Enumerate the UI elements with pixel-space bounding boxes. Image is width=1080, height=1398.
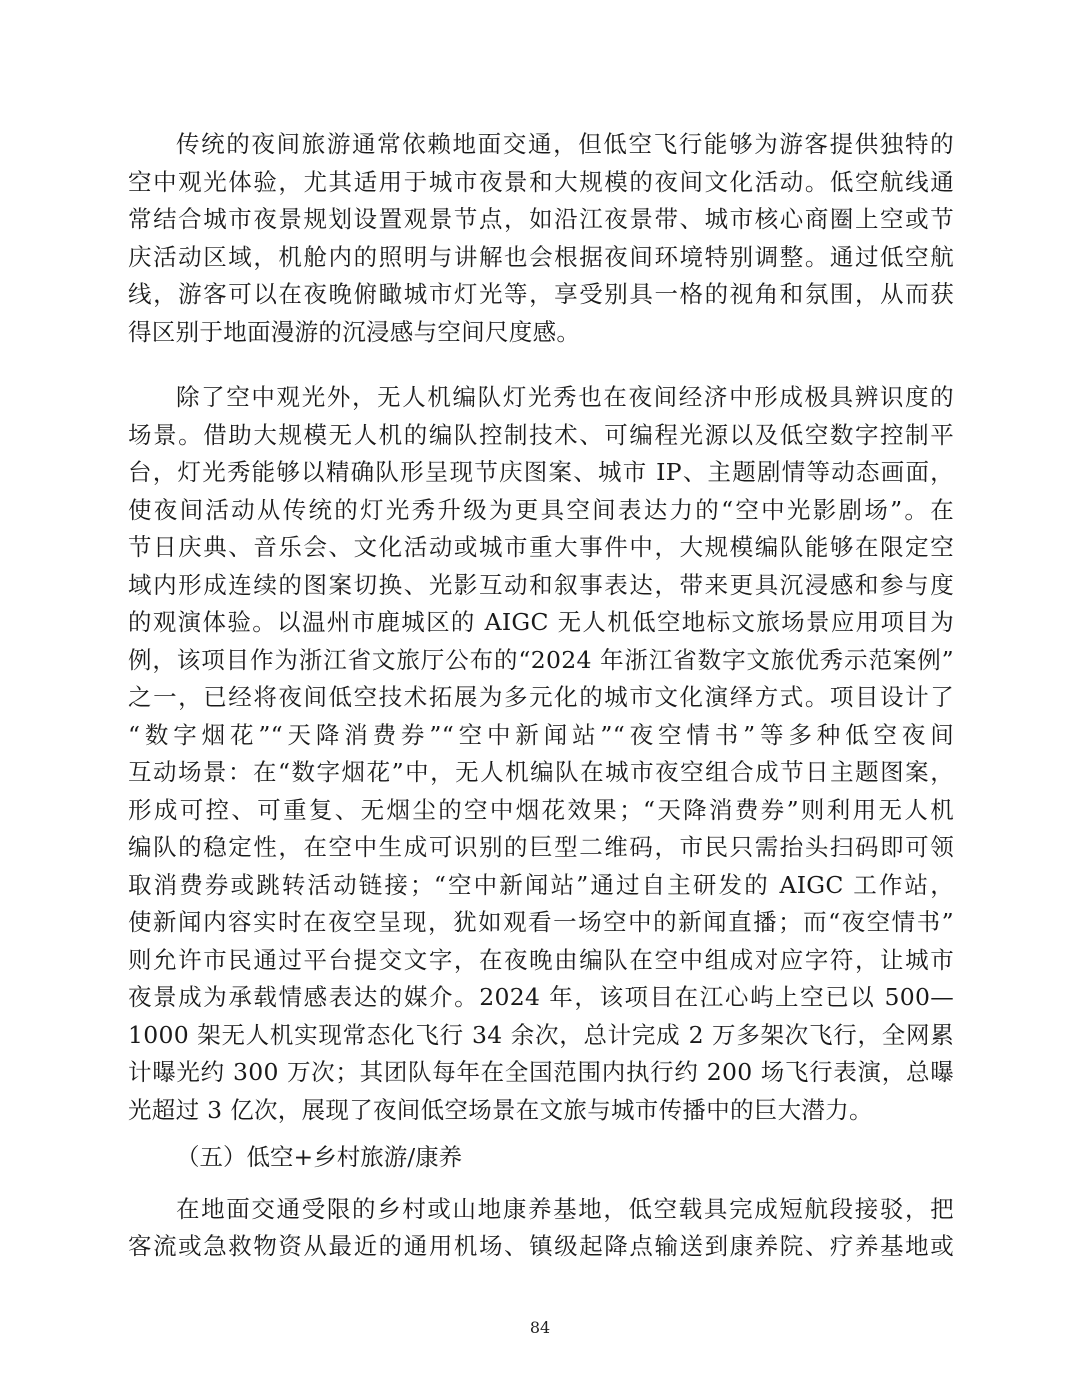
paragraph-line: 场景。借助大规模无人机的编队控制技术、可编程光源以及低空数字控制平	[128, 420, 954, 449]
paragraph-line: 之一，已经将夜间低空技术拓展为多元化的城市文化演绎方式。项目设计了	[128, 683, 954, 711]
paragraph-line: 1000 架无人机实现常态化飞行 34 余次，总计完成 2 万多架次飞行，全网累	[128, 1020, 954, 1049]
paragraph-line: 台，灯光秀能够以精确队形呈现节庆图案、城市 IP、主题剧情等动态画面，	[128, 458, 954, 486]
paragraph-drone-light-show	[128, 379, 954, 1129]
paragraph-line: 的观演体验。以温州市鹿城区的 AIGC 无人机低空地标文旅场景应用项目为	[128, 608, 954, 636]
paragraph-line: 传统的夜间旅游通常依赖地面交通，但低空飞行能够为游客提供独特的	[176, 130, 954, 158]
paragraph-line: 形成可控、可重复、无烟尘的空中烟花效果；“天降消费券”则利用无人机	[128, 795, 954, 824]
paragraph-spacer	[128, 1129, 954, 1139]
paragraph-line: 常结合城市夜景规划设置观景节点，如沿江夜景带、城市核心商圈上空或节	[128, 205, 954, 233]
paragraph-line: 光超过 3 亿次，展现了夜间低空场景在文旅与城市传播中的巨大潜力。	[128, 1095, 873, 1124]
paragraph-night-tourism	[128, 126, 954, 351]
paragraph-line: 互动场景：在“数字烟花”中，无人机编队在城市夜空组合成节日主题图案，	[128, 758, 954, 786]
paragraph-spacer	[128, 1177, 954, 1191]
paragraph-line: 在地面交通受限的乡村或山地康养基地，低空载具完成短航段接驳，把	[176, 1194, 954, 1223]
paragraph-line: 除了空中观光外，无人机编队灯光秀也在夜间经济中形成极具辨识度的	[176, 383, 954, 411]
paragraph-line: 编队的稳定性，在空中生成可识别的巨型二维码，市民只需抬头扫码即可领	[128, 833, 954, 861]
paragraph-line: 得区别于地面漫游的沉浸感与空间尺度感。	[128, 317, 581, 346]
paragraph-line: 客流或急救物资从最近的通用机场、镇级起降点输送到康养院、疗养基地或	[128, 1232, 954, 1260]
page-number: 84	[529, 1318, 551, 1337]
paragraph-line: 使夜间活动从传统的灯光秀升级为更具空间表达力的“空中光影剧场”。在	[128, 495, 954, 524]
document-body	[128, 126, 954, 1266]
paragraph-line: “数字烟花”“天降消费券”“空中新闻站”“夜空情书”等多种低空夜间	[128, 720, 954, 749]
paragraph-spacer	[128, 351, 954, 379]
paragraph-line: 取消费券或跳转活动链接；“空中新闻站”通过自主研发的 AIGC 工作站，	[128, 870, 954, 899]
paragraph-line: 线，游客可以在夜晚俯瞰城市灯光等，享受别具一格的视角和氛围，从而获	[128, 280, 954, 308]
paragraph-rural-wellness	[128, 1191, 954, 1266]
paragraph-line: 夜景成为承载情感表达的媒介。2024 年，该项目在江心屿上空已以 500—	[128, 983, 954, 1011]
paragraph-line: 例，该项目作为浙江省文旅厅公布的“2024 年浙江省数字文旅优秀示范案例”	[128, 645, 954, 674]
section-heading: （五）低空+乡村旅游/康养	[176, 1143, 463, 1171]
paragraph-line: 域内形成连续的图案切换、光影互动和叙事表达，带来更具沉浸感和参与度	[128, 570, 954, 599]
paragraph-line: 计曝光约 300 万次；其团队每年在全国范围内执行约 200 场飞行表演，总曝	[128, 1058, 954, 1086]
paragraph-line: 使新闻内容实时在夜空呈现，犹如观看一场空中的新闻直播；而“夜空情书”	[128, 908, 954, 936]
paragraph-line: 庆活动区域，机舱内的照明与讲解也会根据夜间环境特别调整。通过低空航	[128, 242, 954, 271]
paragraph-line: 则允许市民通过平台提交文字，在夜晚由编队在空中组成对应字符，让城市	[128, 945, 954, 974]
paragraph-line: 空中观光体验，尤其适用于城市夜景和大规模的夜间文化活动。低空航线通	[128, 167, 954, 196]
paragraph-line: 节日庆典、音乐会、文化活动或城市重大事件中，大规模编队能够在限定空	[128, 533, 954, 561]
